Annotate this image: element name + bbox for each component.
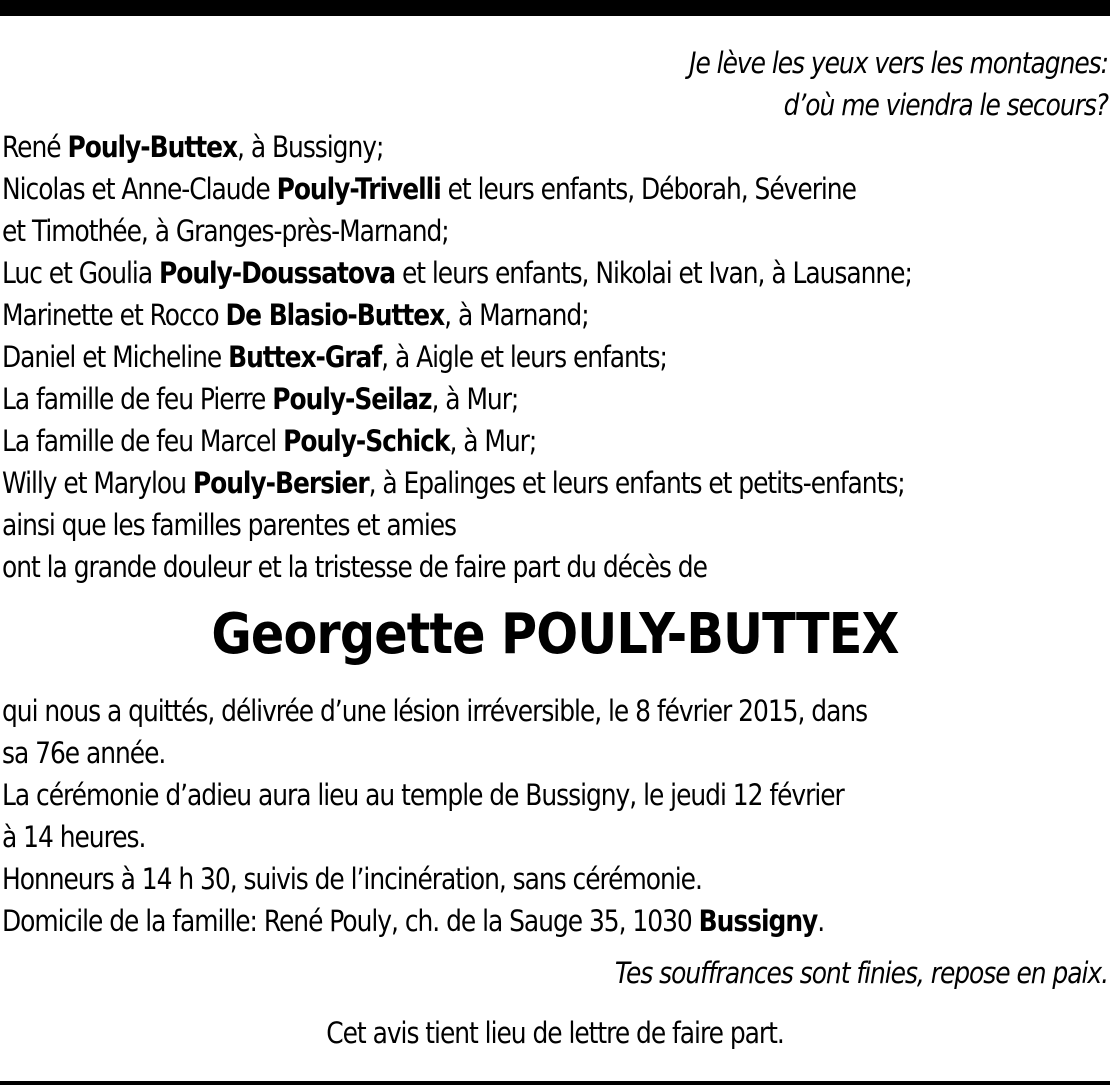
family-surname: Pouly-Bersier [192, 466, 369, 500]
family-surname: Pouly-Seilaz [272, 382, 432, 416]
family-surname: Pouly-Buttex [67, 130, 238, 164]
family-line: La famille de feu Pierre Pouly-Seilaz, à Mur; [2, 382, 519, 416]
bottom-rule [0, 1081, 1110, 1085]
family-line: La famille de feu Marcel Pouly-Schick, à Mur; [2, 424, 537, 458]
verse-line-1: Je lève les yeux vers les montagnes: [689, 46, 1108, 80]
body-line: à 14 heures. [2, 820, 146, 854]
deceased-name: Georgette POULY-BUTTEX [211, 602, 899, 667]
family-line: René Pouly-Buttex, à Bussigny; [2, 130, 384, 164]
family-surname: Pouly-Schick [283, 424, 450, 458]
family-line: Nicolas et Anne-Claude Pouly-Trivelli et leurs enfants, Déborah, Séverine [2, 172, 856, 206]
announcement-line: ont la grande douleur et la tristesse de faire part du décès de [2, 550, 707, 584]
family-line: Marinette et Rocco De Blasio-Buttex, à Marnand; [2, 298, 589, 332]
family-surname: Buttex-Graf [228, 340, 382, 374]
verse-line-2: d’où me viendra le secours? [783, 88, 1108, 122]
body-line: qui nous a quittés, délivrée d’une lésion irréversible, le 8 février 2015, dans [2, 694, 868, 728]
family-line: et Timothée, à Granges-près-Marnand; [2, 214, 449, 248]
body-line: sa 76e année. [2, 736, 166, 770]
family-line: Luc et Goulia Pouly-Doussatova et leurs enfants, Nikolai et Ivan, à Lausanne; [2, 256, 912, 290]
family-surname: Pouly-Trivelli [276, 172, 441, 206]
family-line: Willy et Marylou Pouly-Bersier, à Epalinges et leurs enfants et petits-enfants; [2, 466, 905, 500]
family-line: ainsi que les familles parentes et amies [2, 508, 457, 542]
family-surname: De Blasio-Buttex [225, 298, 445, 332]
body-line: La cérémonie d’adieu aura lieu au temple de Bussigny, le jeudi 12 février [2, 778, 844, 812]
closing-line: Tes souffrances sont finies, repose en paix. [614, 956, 1108, 990]
notice-line: Cet avis tient lieu de lettre de faire part. [326, 1016, 784, 1050]
domicile-line: Domicile de la famille: René Pouly, ch. de la Sauge 35, 1030 Bussigny. [2, 904, 825, 938]
family-line: Daniel et Micheline Buttex-Graf, à Aigle et leurs enfants; [2, 340, 667, 374]
body-line: Honneurs à 14 h 30, suivis de l’incinération, sans cérémonie. [2, 862, 702, 896]
top-rule [0, 0, 1110, 16]
domicile-place: Bussigny [698, 904, 818, 938]
family-surname: Pouly-Doussatova [158, 256, 396, 290]
